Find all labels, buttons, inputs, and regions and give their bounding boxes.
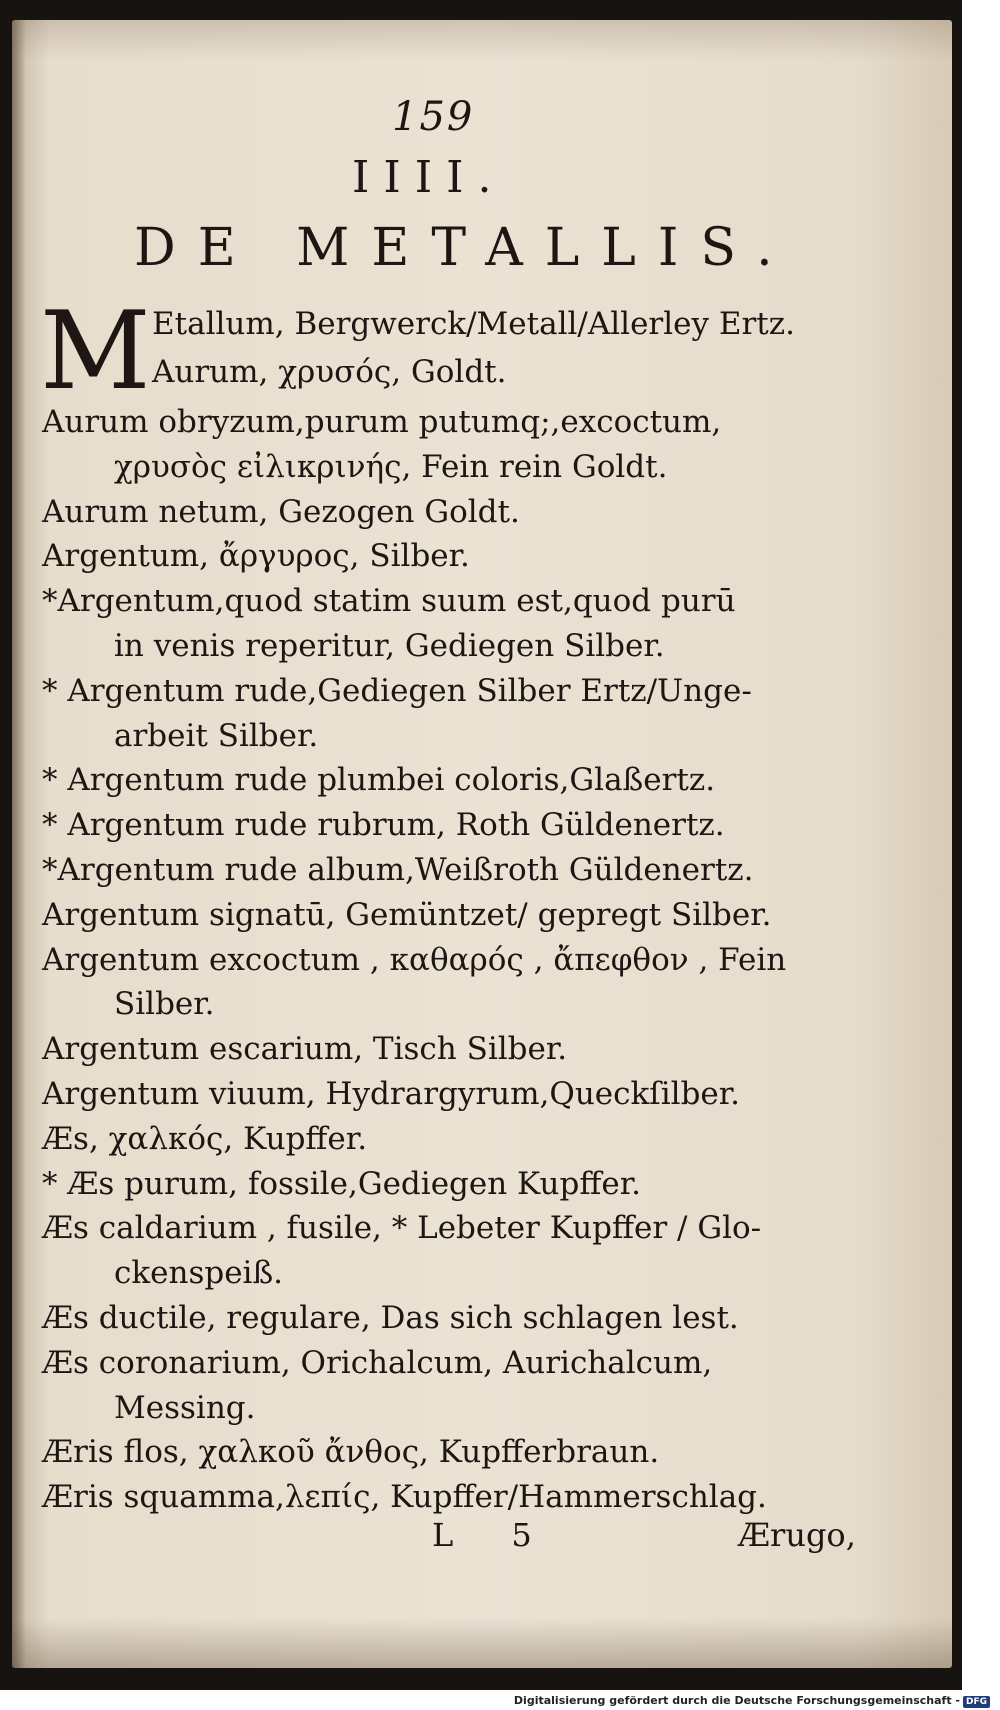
entry-line: Æris squamma,λεπίς, Kupffer/Hammerschlag. [42, 1479, 767, 1516]
entry-line: Aurum netum, Gezogen Goldt. [42, 493, 520, 530]
book-page [12, 20, 952, 1668]
entry-continuation: χρυσὸς εἰλικρινής, Fein rein Goldt. [114, 448, 668, 485]
entry-line: Æs caldarium , fusile, * Lebeter Kupffer / Glo- [42, 1210, 762, 1247]
list-item [42, 803, 922, 848]
entry-continuation: Messing. [114, 1389, 256, 1426]
first-entry-line-1: Etallum, Bergwerck/Metall/Allerley Ertz. [152, 306, 795, 342]
list-item [42, 490, 922, 535]
entry-line: Argentum, ἄργυρος, Silber. [42, 538, 470, 575]
entry-line: Argentum viuum, Hydrargyrum,Queckſilber. [42, 1075, 741, 1112]
list-item [42, 893, 922, 938]
page-spine-shadow [12, 20, 26, 1668]
entry-continuation: arbeit Silber. [114, 717, 319, 754]
list-item [42, 1475, 922, 1520]
drop-cap-initial: M [40, 289, 151, 414]
list-item [42, 1027, 922, 1072]
catchword: Ærugo, [738, 1516, 856, 1554]
entry-continuation: Silber. [114, 986, 215, 1023]
entry-line: Argentum escarium, Tisch Silber. [42, 1031, 568, 1068]
entry-line: Argentum signatū, Gemüntzet/ gepregt Silber. [42, 896, 772, 933]
first-entry-line-2: Aurum, χρυσός, Goldt. [152, 354, 507, 390]
list-item [42, 1341, 922, 1431]
list-item [42, 579, 922, 669]
list-item [42, 534, 922, 579]
list-item [42, 1072, 922, 1117]
page-bottom-shadow [12, 1618, 952, 1668]
dfg-logo: DFG [963, 1696, 990, 1708]
list-item [42, 1117, 922, 1162]
entry-line: Argentum excoctum , καθαρός , ἄπεφθον , Fein [42, 941, 787, 978]
entry-line: *Argentum,quod statim suum est,quod purū [42, 583, 736, 620]
entry-line: Aurum obryzum,purum putumq;,excoctum, [42, 404, 722, 440]
entry-line: *Argentum rude album,Weißroth Güldenertz. [42, 851, 754, 888]
list-item [42, 938, 922, 1028]
chapter-title: DE METALLIS. [134, 218, 795, 278]
page-top-shadow [12, 20, 952, 60]
list-item [42, 1206, 922, 1296]
entry-line: * Argentum rude,Gediegen Silber Ertz/Unge- [42, 672, 752, 709]
list-item [42, 1162, 922, 1207]
list-item [42, 400, 922, 490]
list-item [42, 669, 922, 759]
chapter-number: IIII. [352, 152, 506, 203]
entry-line: Æs ductile, regulare, Das sich schlagen lest. [42, 1299, 739, 1336]
page-number: 159 [392, 94, 475, 140]
entry-continuation: in venis reperitur, Gediegen Silber. [114, 627, 665, 664]
list-item [42, 1430, 922, 1475]
entry-line: * Æs purum, fossile,Gediegen Kupffer. [42, 1165, 641, 1202]
list-item [42, 758, 922, 803]
entry-line: * Argentum rude plumbei coloris,Glaßertz. [42, 762, 716, 799]
entry-list [42, 400, 922, 1520]
digitization-credit [514, 1694, 990, 1708]
list-item [42, 1296, 922, 1341]
entry-line: * Argentum rude rubrum, Roth Güldenertz. [42, 807, 725, 844]
list-item [42, 848, 922, 893]
entry-continuation: ckenspeiß. [114, 1255, 284, 1292]
signature-mark: L 5 [432, 1516, 556, 1554]
entry-line: Æs coronarium, Orichalcum, Aurichalcum, [42, 1344, 713, 1381]
credit-text: Digitalisierung gefördert durch die Deutsche Forschungsgemeinschaft - [513, 1694, 960, 1707]
entry-line: Æs, χαλκός, Kupffer. [42, 1120, 368, 1157]
entry-line: Æris flos, χαλκοῦ ἄνθος, Kupfferbraun. [42, 1434, 660, 1471]
